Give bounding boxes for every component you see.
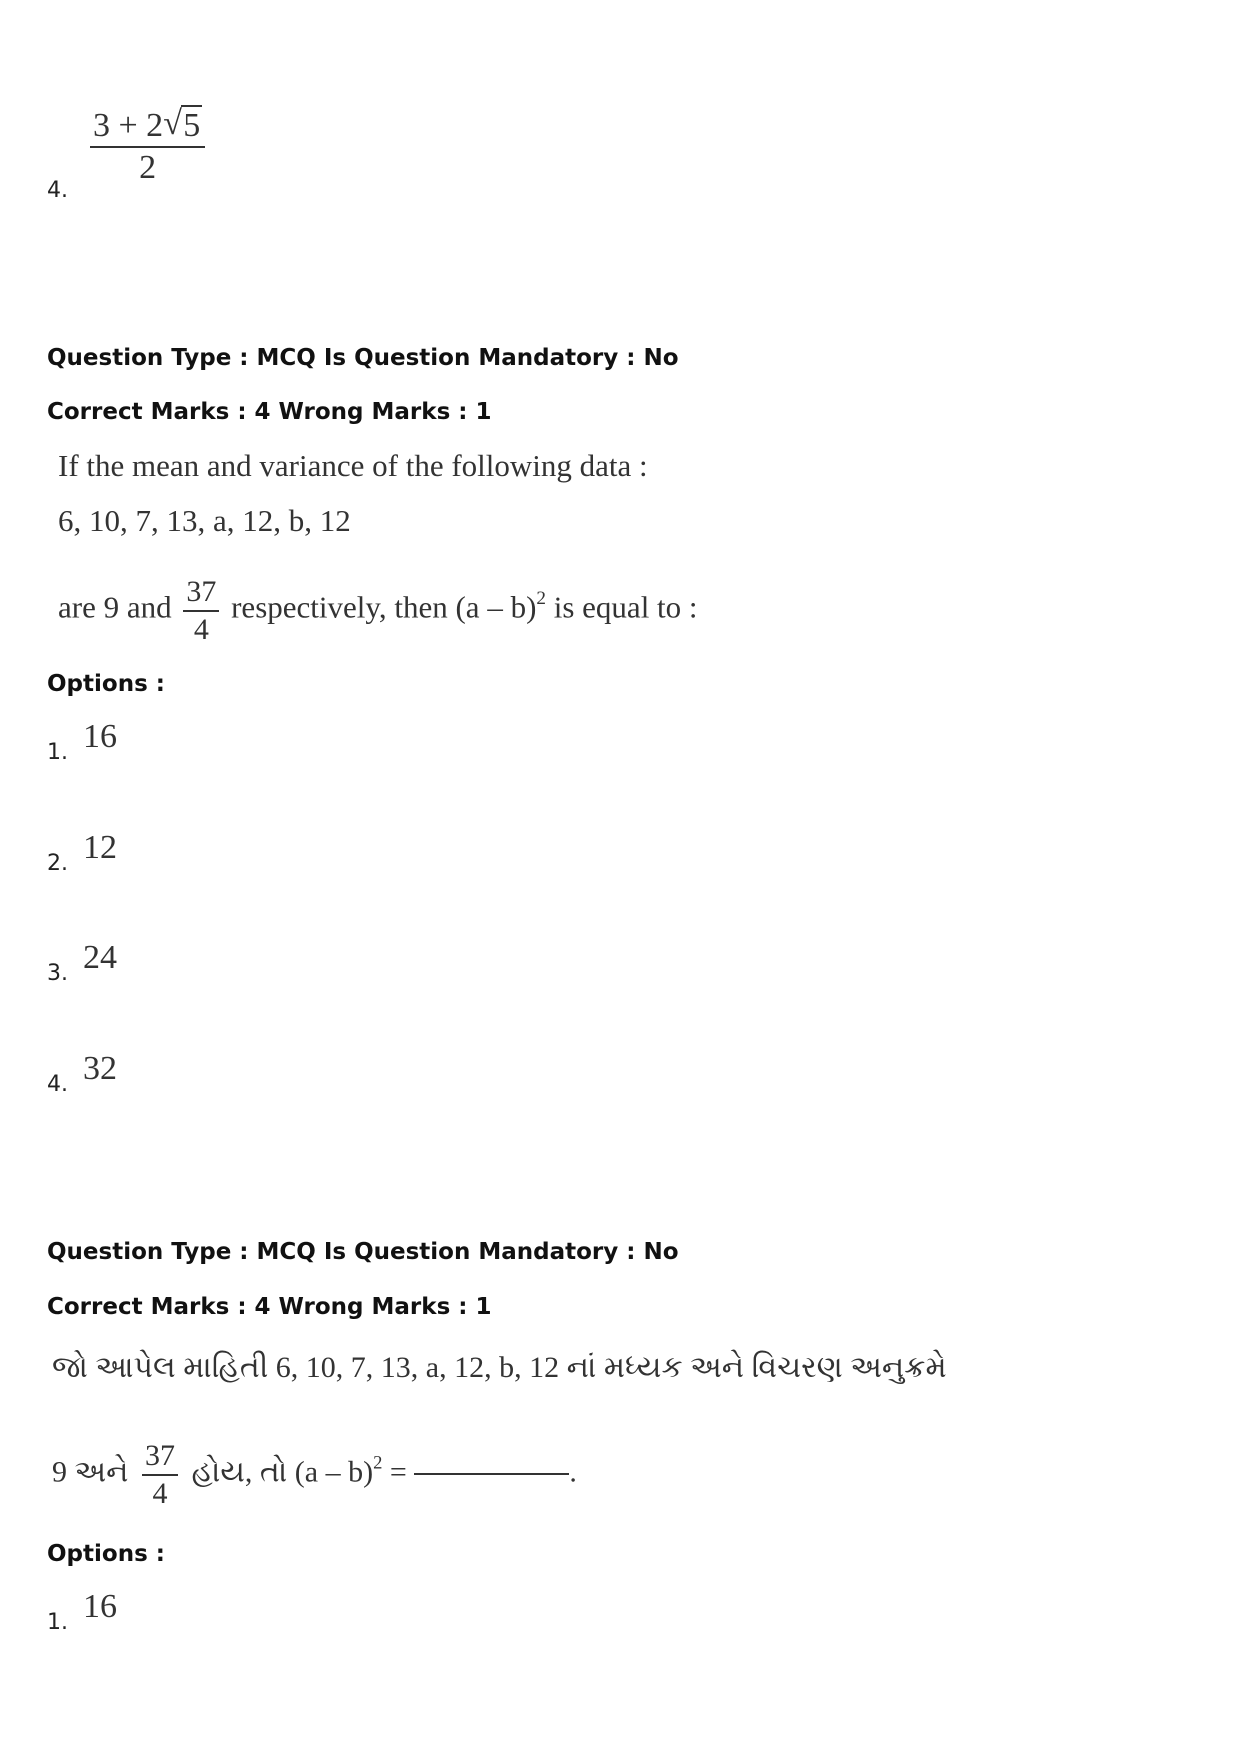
options-label: Options :: [47, 1541, 165, 1567]
radical-sign-icon: √: [163, 105, 182, 142]
option-value: 32: [83, 1050, 117, 1087]
text-after-fraction: હોય, તો (a – b): [191, 1455, 374, 1489]
option-number: 2.: [47, 851, 68, 876]
exponent: 2: [536, 588, 546, 610]
text-end: .: [569, 1455, 577, 1489]
option-number: 3.: [47, 961, 68, 986]
question-type-meta: Question Type : MCQ Is Question Mandatory : No: [47, 345, 679, 371]
text-before-fraction: 9 અને: [52, 1455, 129, 1489]
question-text-line-3: [58, 576, 698, 645]
option-number: 1.: [47, 740, 68, 765]
question-type-meta: Question Type : MCQ Is Question Mandatory : No: [47, 1239, 679, 1265]
prev-option-fraction: [90, 105, 205, 186]
question-text-line-2: [52, 1440, 577, 1509]
question-marks-meta: Correct Marks : 4 Wrong Marks : 1: [47, 1294, 492, 1320]
numerator-lead: 3 + 2: [93, 107, 164, 144]
option-item[interactable]: [47, 939, 117, 986]
text-after-fraction: respectively, then (a – b): [231, 589, 537, 625]
variance-fraction: [142, 1440, 178, 1509]
question-text-line-2: 6, 10, 7, 13, a, 12, b, 12: [58, 503, 351, 538]
option-item[interactable]: [47, 1588, 117, 1635]
option-item[interactable]: [47, 829, 117, 876]
option-value: 24: [83, 939, 117, 976]
text-end: is equal to :: [553, 589, 698, 625]
text-before-fraction: are 9 and: [58, 589, 172, 625]
prev-option-number: 4.: [47, 178, 68, 203]
question-text-line-1: જો આપેલ માહિતી 6, 10, 7, 13, a, 12, b, 12 નાં મધ્યક અને વિચરણ અનુક્રમે: [52, 1351, 947, 1384]
equals-sign: =: [389, 1455, 407, 1489]
variance-fraction: [183, 576, 219, 645]
radicand: 5: [183, 107, 201, 144]
options-label: Options :: [47, 671, 165, 697]
option-value: 12: [83, 829, 117, 866]
fraction-numerator: 37: [183, 576, 219, 612]
fraction-denominator: 4: [193, 612, 209, 646]
option-value: 16: [83, 1588, 117, 1625]
option-number: 4.: [47, 1072, 68, 1097]
fraction-denominator: 2: [139, 148, 157, 186]
option-value: 16: [83, 718, 117, 755]
question-marks-meta: Correct Marks : 4 Wrong Marks : 1: [47, 399, 492, 425]
option-number: 1.: [47, 1610, 68, 1635]
fraction-denominator: 4: [152, 1476, 168, 1510]
option-item[interactable]: [47, 718, 117, 765]
fraction-numerator: 37: [142, 1440, 178, 1476]
answer-blank: [414, 1472, 569, 1475]
square-root: [163, 105, 202, 144]
question-text-line-1: If the mean and variance of the following data :: [58, 448, 648, 483]
option-item[interactable]: [47, 1050, 117, 1097]
fraction-numerator: [90, 105, 205, 148]
exponent: 2: [373, 1452, 383, 1474]
